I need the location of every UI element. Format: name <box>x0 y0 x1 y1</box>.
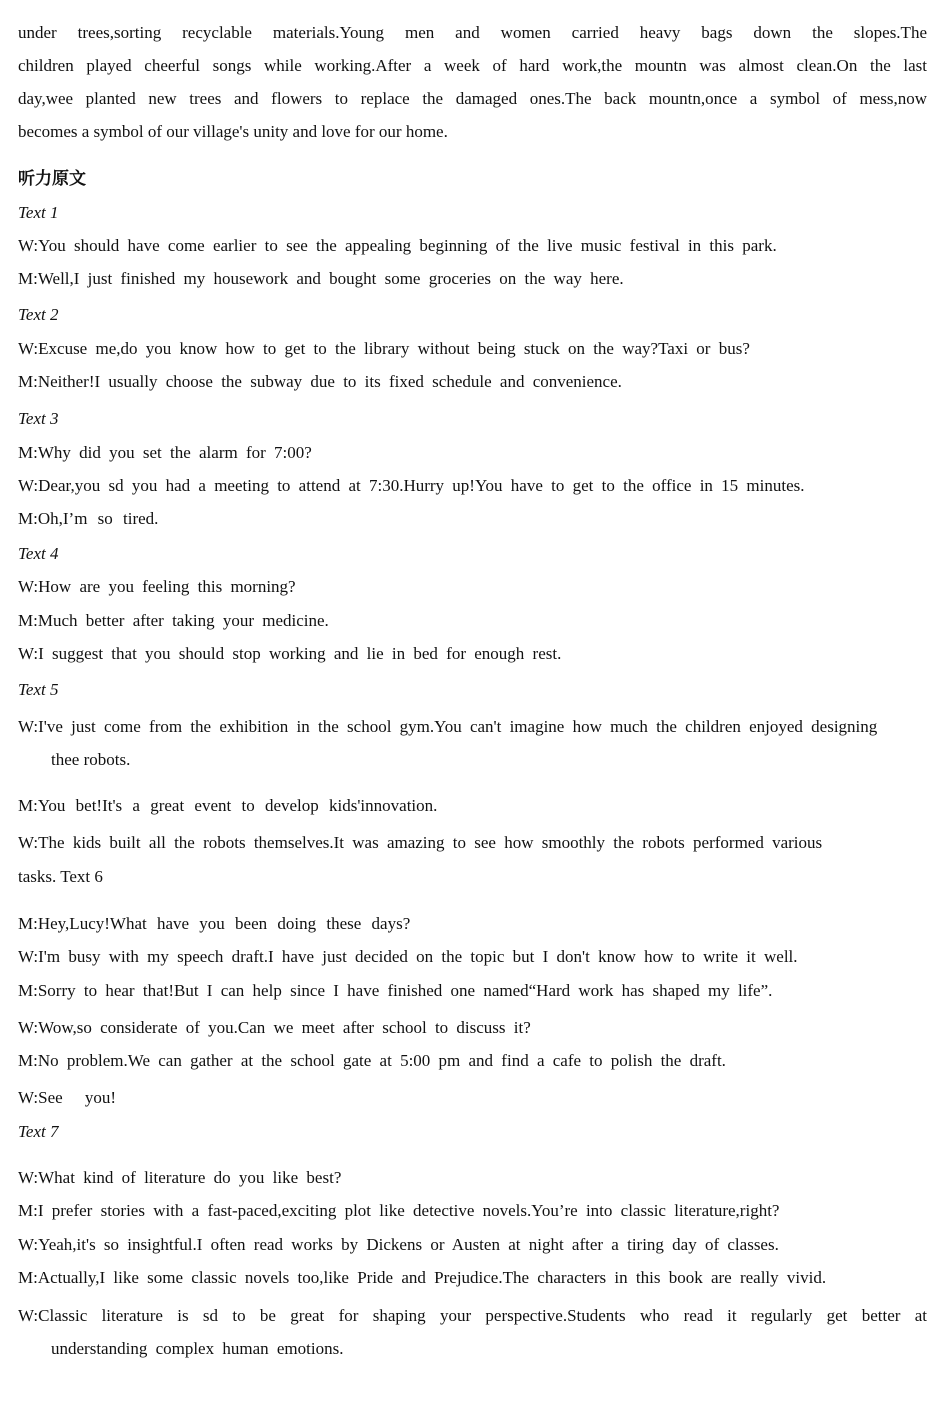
text-3-line-1: M:Why did you set the alarm for 7:00? <box>18 443 312 462</box>
passage-line-4: becomes a symbol of our village's unity and love for our home. <box>18 122 448 141</box>
text-6-line-4: W:Wow,so considerate of you.Can we meet after school to discuss it? <box>18 1018 531 1037</box>
text-6-line-3: M:Sorry to hear that!But I can help since I have finished one named“Hard work has shaped my life”. <box>18 981 773 1000</box>
text-7-line-5-cont: understanding complex human emotions. <box>51 1339 344 1358</box>
passage-line-2: children played cheerful songs while working.After a week of hard work,the mountn was almost clean.On the last <box>18 56 927 75</box>
text-4-line-2: M:Much better after taking your medicine. <box>18 611 329 630</box>
text-7-label: Text 7 <box>18 1122 59 1141</box>
text-3-line-3: M:Oh,I’m so tired. <box>18 509 159 528</box>
text-7-line-1: W:What kind of literature do you like best? <box>18 1168 342 1187</box>
text-5-label: Text 5 <box>18 680 59 699</box>
text-1-label: Text 1 <box>18 203 59 222</box>
text-7-line-3: W:Yeah,it's so insightful.I often read works by Dickens or Austen at night after a tiring day of classes. <box>18 1235 779 1254</box>
text-7-line-2: M:I prefer stories with a fast-paced,exciting plot like detective novels.You’re into classic literature,right? <box>18 1201 780 1220</box>
text-2-line-1: W:Excuse me,do you know how to get to the library without being stuck on the way?Taxi or bus? <box>18 339 750 358</box>
text-7-line-5: W:Classic literature is sd to be great for shaping your perspective.Students who read it regularly get better at <box>18 1306 927 1325</box>
text-4-line-3: W:I suggest that you should stop working and lie in bed for enough rest. <box>18 644 562 663</box>
text-7-line-4: M:Actually,I like some classic novels too,like Pride and Prejudice.The characters in this book are really vivid. <box>18 1268 827 1287</box>
text-6-line-2: W:I'm busy with my speech draft.I have just decided on the topic but I don't know how to write it well. <box>18 947 798 966</box>
text-6-line-5: M:No problem.We can gather at the school gate at 5:00 pm and find a cafe to polish the draft. <box>18 1051 726 1070</box>
text-5-line-3-cont: tasks. Text 6 <box>18 867 103 886</box>
text-5-line-1: W:I've just come from the exhibition in the school gym.You can't imagine how much the children enjoyed designing <box>18 717 878 736</box>
text-5-line-3: W:The kids built all the robots themselves.It was amazing to see how smoothly the robots performed various <box>18 833 823 852</box>
text-1-line-2: M:Well,I just finished my housework and bought some groceries on the way here. <box>18 269 624 288</box>
text-6-line-6: W:See you! <box>18 1088 117 1107</box>
text-2-label: Text 2 <box>18 305 59 324</box>
text-1-line-1: W:You should have come earlier to see the appealing beginning of the live music festival in this park. <box>18 236 777 255</box>
text-5-line-2: M:You bet!It's a great event to develop kids'innovation. <box>18 796 438 815</box>
passage-line-3: day,wee planted new trees and flowers to replace the damaged ones.The back mountn,once a symbol of mess,now <box>18 89 927 108</box>
text-6-line-1: M:Hey,Lucy!What have you been doing these days? <box>18 914 411 933</box>
text-2-line-2: M:Neither!I usually choose the subway due to its fixed schedule and convenience. <box>18 372 622 391</box>
text-3-label: Text 3 <box>18 409 59 428</box>
section-heading: 听力原文 <box>18 169 86 189</box>
passage-line-1: under trees,sorting recyclable materials.Young men and women carried heavy bags down the slopes.The <box>18 23 927 42</box>
text-4-label: Text 4 <box>18 544 59 563</box>
text-4-line-1: W:How are you feeling this morning? <box>18 577 296 596</box>
text-3-line-2: W:Dear,you sd you had a meeting to attend at 7:30.Hurry up!You have to get to the office in 15 minutes. <box>18 476 805 495</box>
text-5-line-1-cont: thee robots. <box>51 750 131 769</box>
